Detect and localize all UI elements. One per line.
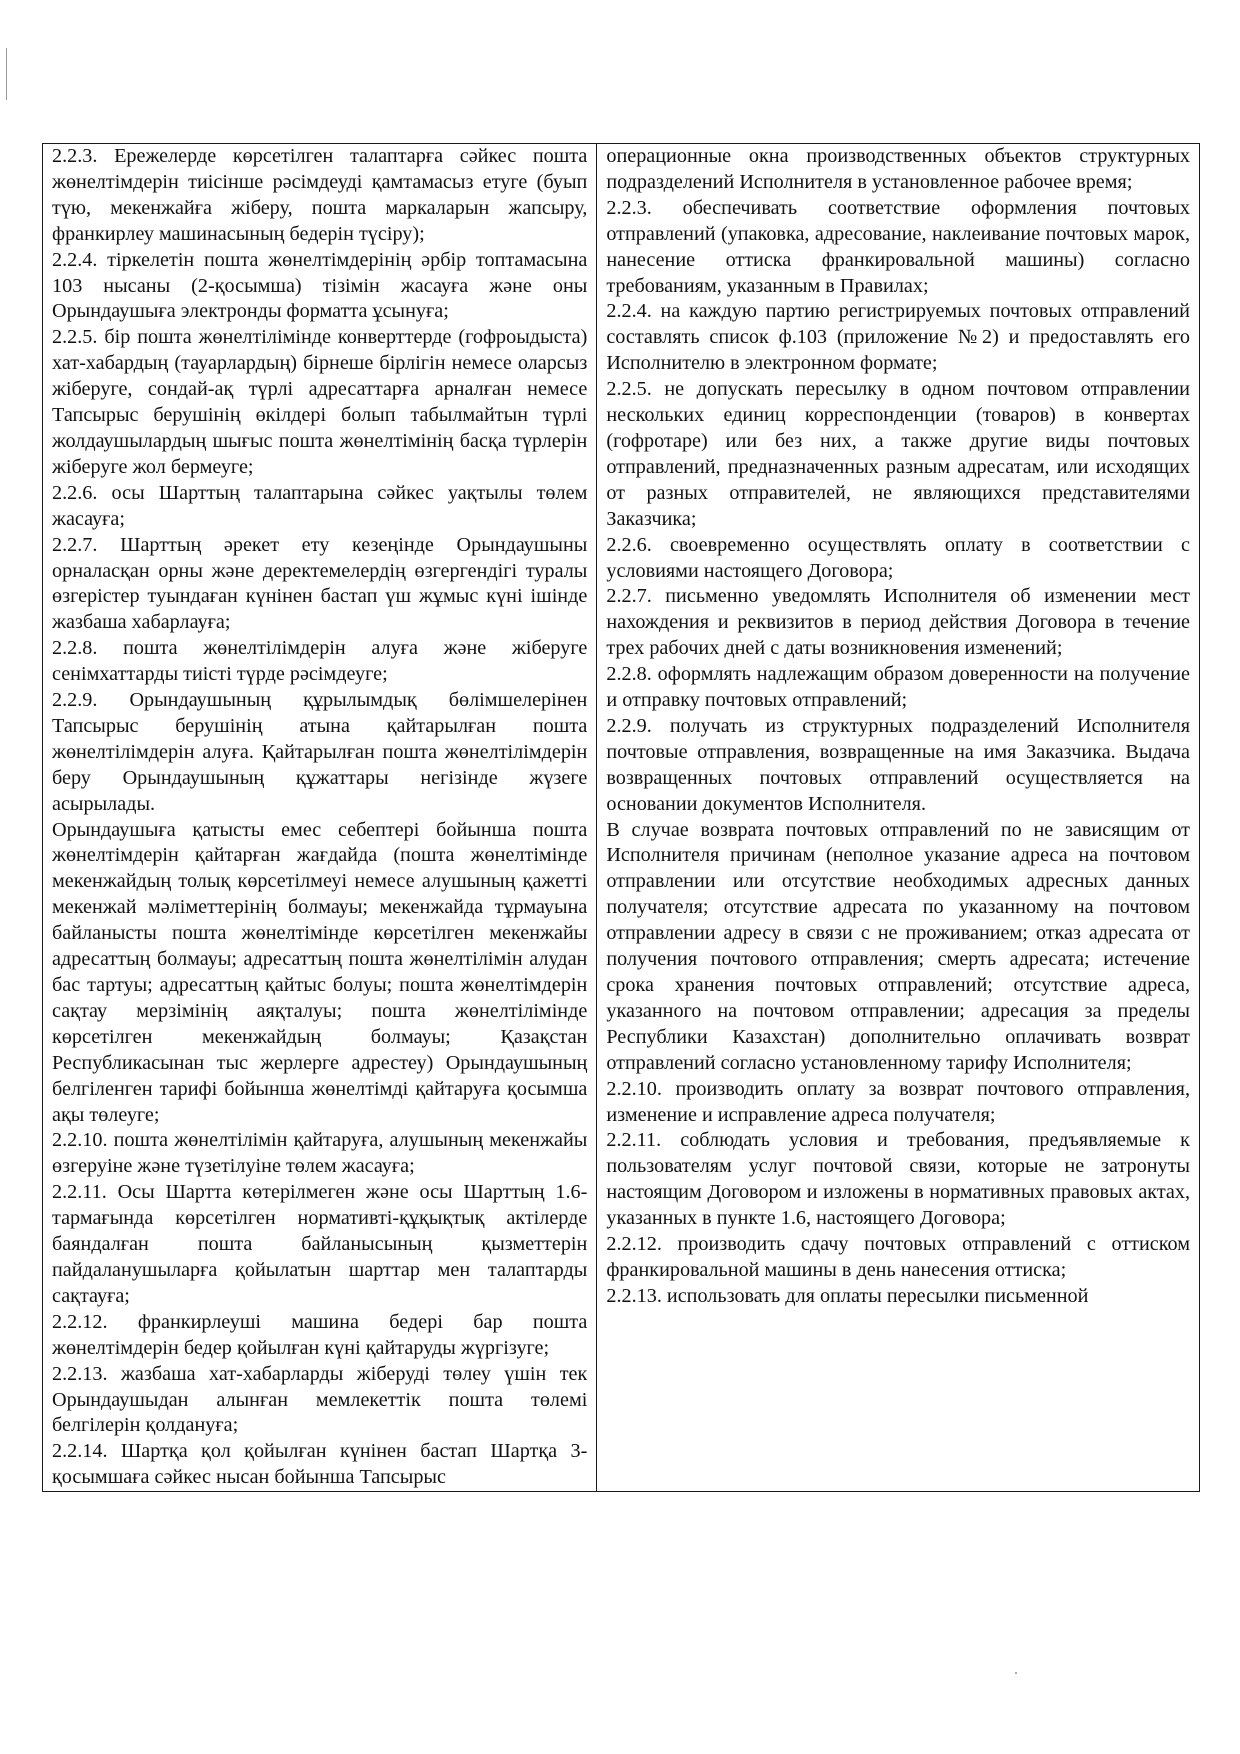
ru-paragraph-2-2-12: 2.2.12. производить сдачу почтовых отправлений с оттиском франкировальной машины в день нанесения оттиска;	[606, 1233, 1190, 1281]
ru-paragraph-2-2-5: 2.2.5. не допускать пересылку в одном почтовом отправлении нескольких единиц корреспонденции (товаров) в конвертах (гофротаре) или без них, а также другие виды почтовых отправлений, предназначенных разным адресатам, или исходящих от разных отправителей, не являющихся представителями Заказчика;	[606, 378, 1190, 530]
kz-paragraph-2-2-7: 2.2.7. Шарттың әрекет ету кезеңінде Орындаушыны орналасқан орны және деректемелердің өзгергендігі туралы өзгерістер туындаған күнінен бастап үш жұмыс күні ішінде жазбаша хабарлауға;	[52, 533, 588, 634]
ru-paragraph-2-2-4: 2.2.4. на каждую партию регистрируемых почтовых отправлений составлять список ф.103 (приложение №2) и предоставлять его Исполнителю в электронном формате;	[606, 300, 1190, 375]
ru-paragraph-return-conditions: В случае возврата почтовых отправлений по не зависящим от Исполнителя причинам (неполное указание адреса на почтовом отправлении или отсутствие необходимых адресных данных получателя; отсутствие адресата по указанному на почтовом отправлении адресу в связи с не проживанием; отказ адресата от получения почтового отправления; смерть адресата; истечение срока хранения почтовых отправлений; отсутствие адреса, указанного на почтовом отправлении; адресация за пределы Республики Казахстан) дополнительно оплачивать возврат отправлений согласно установленному тарифу Исполнителя;	[606, 818, 1190, 1074]
ru-paragraph-2-2-9: 2.2.9. получать из структурных подразделений Исполнителя почтовые отправления, возвращенные на имя Заказчика. Выдача возвращенных почтовых отправлений осуществляется на основании документов Исполнителя.	[606, 714, 1190, 815]
bilingual-contract-table	[42, 143, 1200, 1492]
ru-paragraph-2-2-11: 2.2.11. соблюдать условия и требования, предъявляемые к пользователям услуг почтовой связи, которые не затронуты настоящим Договором и изложены в нормативных правовых актах, указанных в пункте 1.6, настоящего Договора;	[606, 1129, 1190, 1230]
kz-paragraph-return-conditions: Орындаушыға қатысты емес себептері бойынша пошта жөнелтімдерін қайтарған жағдайда (пошта жөнелтімінде мекенжайдың толық көрсетілмеуі немесе алушының қажетті мекенжай мәліметтерінің болмауы; мекенжайда тұрмауына байланысты пошта жөнелтімінде көрсетілген мекенжайы адресаттың болмауы; адресаттың пошта жөнелтілімін алудан бас тартуы; адресаттың қайтыс болуы; пошта жөнелтімдерін сақтау мерзімінің аяқталуы; пошта жөнелтілімінде көрсетілген мекенжайдың болмауы; Қазақстан Республикасынан тыс жерлерге адрестеу) Орындаушының белгіленген тарифі бойынша жөнелтімді қайтаруға қосымша ақы төлеуге;	[52, 818, 588, 1126]
ru-paragraph-2-2-8: 2.2.8. оформлять надлежащим образом доверенности на получение и отправку почтовых отправлений;	[606, 663, 1190, 712]
kz-paragraph-2-2-4: 2.2.4. тіркелетін пошта жөнелтімдерінің әрбір топтамасына 103 нысаны (2-қосымша) тізімін жасауға және оны Орындаушыға электронды форматта ұсынуға;	[52, 248, 588, 323]
ru-paragraph-2-2-13: 2.2.13. использовать для оплаты пересылки письменной	[606, 1284, 1089, 1307]
kazakh-column	[43, 144, 597, 1492]
table-row	[43, 144, 1200, 1492]
ru-paragraph-2-2-3: 2.2.3. обеспечивать соответствие оформления почтовых отправлений (упаковка, адресование, наклеивание почтовых марок, нанесение оттиска франкировальной машины) согласно требованиям, указанным в Правилах;	[606, 196, 1190, 297]
kz-paragraph-2-2-8: 2.2.8. пошта жөнелтілімдерін алуға және жіберуге сенімхаттарды тиісті түрде рәсімдеуге;	[52, 637, 588, 686]
kz-paragraph-2-2-3: 2.2.3. Ережелерде көрсетілген талаптарға сәйкес пошта жөнелтімдерін тиісінше рәсімдеуді қамтамасыз етуге (буып түю, мекенжайға жіберу, пошта маркаларын жапсыру, франкирлеу машинасының бедерін түсіру);	[52, 145, 588, 245]
ru-paragraph-continuation: операционные окна производственных объектов структурных подразделений Исполнителя в установленное рабочее время;	[606, 145, 1190, 193]
kz-paragraph-2-2-6: 2.2.6. осы Шарттың талаптарына сәйкес уақтылы төлем жасауға;	[52, 481, 588, 530]
scan-artifact-mark	[6, 48, 7, 100]
ru-paragraph-2-2-7: 2.2.7. письменно уведомлять Исполнителя об изменении мест нахождения и реквизитов в период действия Договора в течение трех рабочих дней с даты возникновения изменений;	[606, 585, 1190, 660]
kz-paragraph-2-2-10: 2.2.10. пошта жөнелтілімін қайтаруға, алушының мекенжайы өзгеруіне және түзетілуіне төлем жасауға;	[52, 1129, 588, 1178]
ru-paragraph-2-2-6: 2.2.6. своевременно осуществлять оплату в соответствии с условиями настоящего Договора;	[606, 533, 1190, 582]
kz-paragraph-2-2-11: 2.2.11. Осы Шартта көтерілмеген және осы Шарттың 1.6-тармағында көрсетілген нормативті-құқықтық актілерде баяндалған пошта байланысының қызметтерін пайдаланушыларға қойылатын шарттар мен талаптарды сақтауға;	[52, 1181, 588, 1307]
kz-paragraph-2-2-13: 2.2.13. жазбаша хат-хабарларды жіберуді төлеу үшін тек Орындаушыдан алынған мемлекеттік пошта төлемі белгілерін қолдануға;	[52, 1362, 588, 1437]
kz-paragraph-2-2-9: 2.2.9. Орындаушының құрылымдық бөлімшелерінен Тапсырыс берушінің атына қайтарылған пошта жөнелтілімдерін алуға. Қайтарылған пошта жөнелтілімдерін беру Орындаушының құжаттары негізінде жүзеге асырылады.	[52, 689, 588, 815]
kz-paragraph-2-2-14: 2.2.14. Шартқа қол қойылған күнінен бастап Шартқа 3-қосымшаға сәйкес нысан бойынша Тапсырыс	[52, 1440, 588, 1489]
kz-paragraph-2-2-5: 2.2.5. бір пошта жөнелтілімінде конверттерде (гофроыдыста) хат-хабардың (тауарлардың) бірнеше бірлігін немесе оларсыз жіберуге, сондай-ақ түрлі адресаттарға арналған немесе Тапсырыс берушінің өкілдері болып табылмайтын түрлі жолдаушылардың шығыс пошта жөнелтімінің басқа түрлерін жіберуге жол бермеуге;	[52, 326, 588, 478]
russian-column	[597, 144, 1200, 1492]
ru-paragraph-2-2-10: 2.2.10. производить оплату за возврат почтового отправления, изменение и исправление адреса получателя;	[606, 1077, 1190, 1126]
scan-artifact-dot	[1015, 1672, 1017, 1674]
kz-paragraph-2-2-12: 2.2.12. франкирлеуші машина бедері бар пошта жөнелтімдерін бедер қойылған күні қайтаруды жүргізуге;	[52, 1310, 588, 1359]
